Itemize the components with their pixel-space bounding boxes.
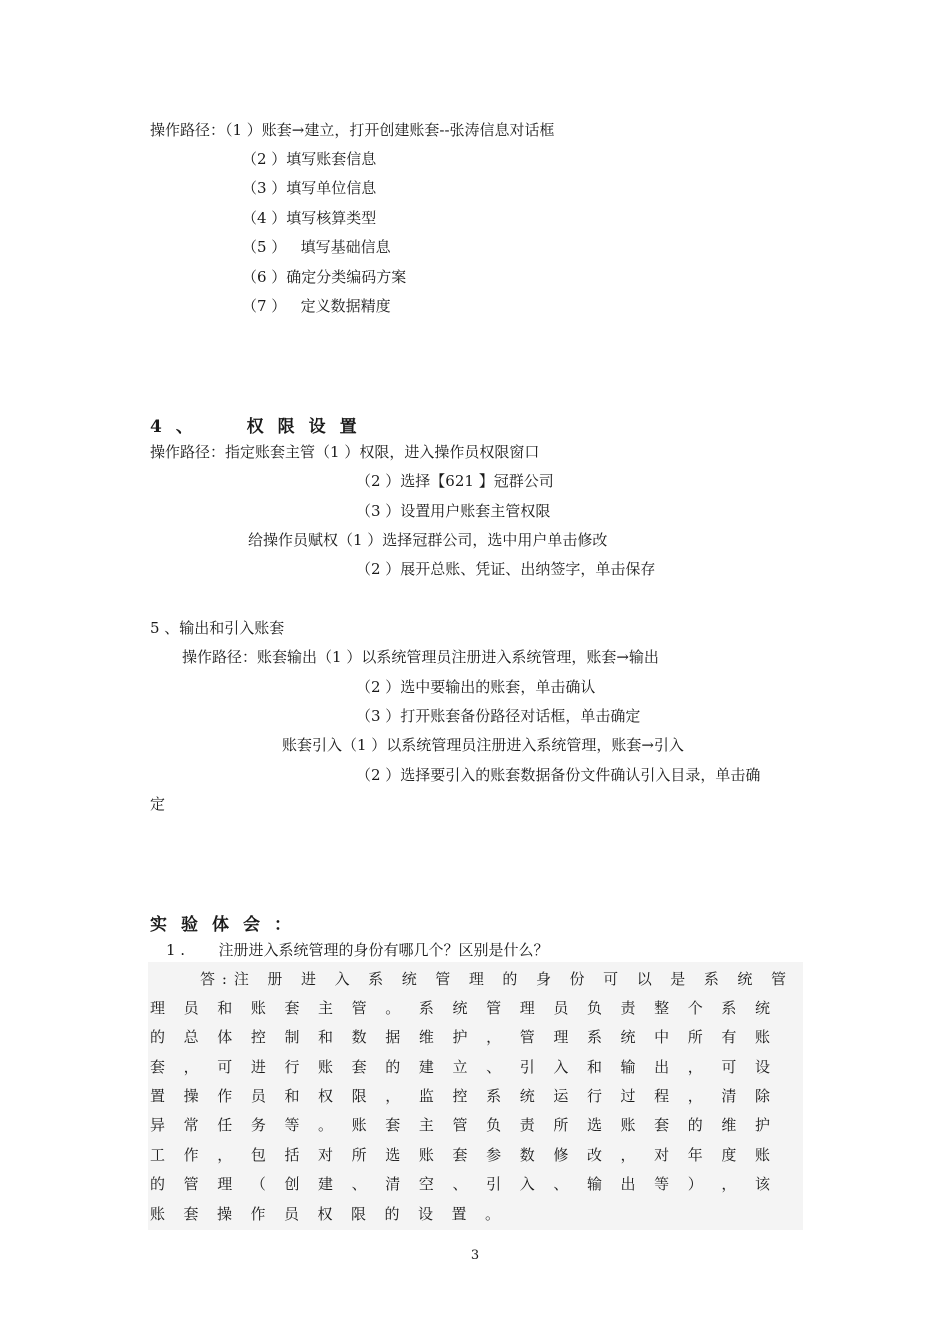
section3-step-6: （6 ）确定分类编码方案 — [242, 268, 407, 286]
section5-heading: 5 、输出和引入账套 — [150, 619, 285, 637]
answer-line: 理 员 和 账 套 主 管 。 系 统 管 理 员 负 责 整 个 系 统 — [150, 999, 770, 1017]
section4-path-line: 操作路径：指定账套主管（1 ）权限，进入操作员权限窗口 — [150, 443, 540, 461]
answer-line: 的 管 理 （ 创 建 、 清 空 、 引 入 、 输 出 等 ） ， 该 — [150, 1175, 770, 1193]
section5-export-step-3: （3 ）打开账套备份路径对话框，单击确定 — [356, 707, 641, 725]
answer-line: 置 操 作 员 和 权 限 ， 监 控 系 统 运 行 过 程 ， 清 除 — [150, 1087, 770, 1105]
section4-step-3: （3 ）设置用户账套主管权限 — [356, 502, 551, 520]
answer-line: 账 套 操 作 员 权 限 的 设 置 。 — [150, 1205, 500, 1223]
section3-step-4: （4 ）填写核算类型 — [242, 209, 377, 227]
page-number: 3 — [470, 1248, 480, 1263]
answer-line: 的 总 体 控 制 和 数 据 维 护 ， 管 理 系 统 中 所 有 账 — [150, 1028, 770, 1046]
section5-import-step-2: （2 ）选择要引入的账套数据备份文件确认引入目录，单击确 — [356, 766, 761, 784]
section3-step-5: （5 ） 填写基础信息 — [242, 238, 391, 256]
answer-line: 工 作 ， 包 括 对 所 选 账 套 参 数 修 改 ， 对 年 度 账 — [150, 1146, 770, 1164]
section3-path-line: 操作路径：（1 ）账套→建立，打开创建账套--张涛信息对话框 — [150, 121, 555, 139]
answer-line: 答:注 册 进 入 系 统 管 理 的 身 份 可 以 是 系 统 管 — [200, 970, 786, 988]
experience-heading: 实验体会： — [150, 915, 305, 935]
section4-heading: 4、 权限设置 — [150, 417, 371, 437]
section3-step-7: （7 ） 定义数据精度 — [242, 297, 391, 315]
section3-step-2: （2 ）填写账套信息 — [242, 150, 377, 168]
section3-step-3: （3 ）填写单位信息 — [242, 179, 377, 197]
section4-grant-step-2: （2 ）展开总账、凭证、出纳签字，单击保存 — [356, 560, 656, 578]
experience-question: 1 . 注册进入系统管理的身份有哪几个？区别是什么？ — [166, 941, 549, 959]
answer-line: 套 ， 可 进 行 账 套 的 建 立 、 引 入 和 输 出 ， 可 设 — [150, 1058, 770, 1076]
section5-export-step-2: （2 ）选中要输出的账套，单击确认 — [356, 678, 596, 696]
section4-grant-line: 给操作员赋权（1 ）选择冠群公司，选中用户单击修改 — [248, 531, 608, 549]
answer-line: 异 常 任 务 等 。 账 套 主 管 负 责 所 选 账 套 的 维 护 — [150, 1116, 770, 1134]
section5-import-line: 账套引入（1 ）以系统管理员注册进入系统管理，账套→引入 — [282, 736, 684, 754]
section5-import-step-2-cont: 定 — [150, 795, 166, 813]
section4-step-2: （2 ）选择【621 】冠群公司 — [356, 472, 554, 490]
section5-export-line: 操作路径：账套输出（1 ）以系统管理员注册进入系统管理，账套→输出 — [182, 648, 659, 666]
